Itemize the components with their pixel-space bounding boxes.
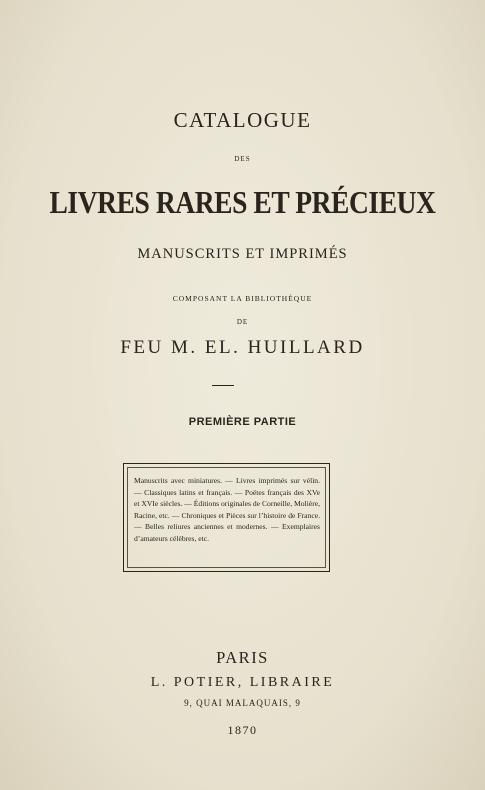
owner-name: FEU M. EL. HUILLARD — [120, 337, 365, 358]
contents-text: Manuscrits avec miniatures. — Livres imprimés sur vélin. — Classiques latins et français. — Poëtes français des XVe et XVIe siècles. — Éditions originales de Corneille, Molière, Racine, etc. — Chroniques et Pièces sur l’histoire de France. — Belles reliures anciennes et modernes. — Exemplaires d’amateurs célèbres, etc. — [134, 476, 320, 543]
de-word: DE — [236, 318, 249, 326]
subtitle: MANUSCRITS ET IMPRIMÉS — [137, 246, 348, 262]
part-label: PREMIÈRE PARTIE — [188, 416, 297, 428]
divider-rule — [212, 385, 234, 386]
publisher: L. POTIER, LIBRAIRE — [150, 675, 335, 690]
main-title: LIVRES RARES ET PRÉCIEUX — [49, 184, 436, 220]
composant-line: COMPOSANT LA BIBLIOTHÈQUE — [172, 294, 313, 303]
city: PARIS — [216, 648, 269, 667]
contents-box — [123, 463, 330, 572]
des-word: DES — [234, 155, 251, 163]
address: 9, QUAI MALAQUAIS, 9 — [184, 698, 301, 708]
catalogue-heading: CATALOGUE — [173, 108, 312, 132]
year: 1870 — [227, 723, 258, 737]
